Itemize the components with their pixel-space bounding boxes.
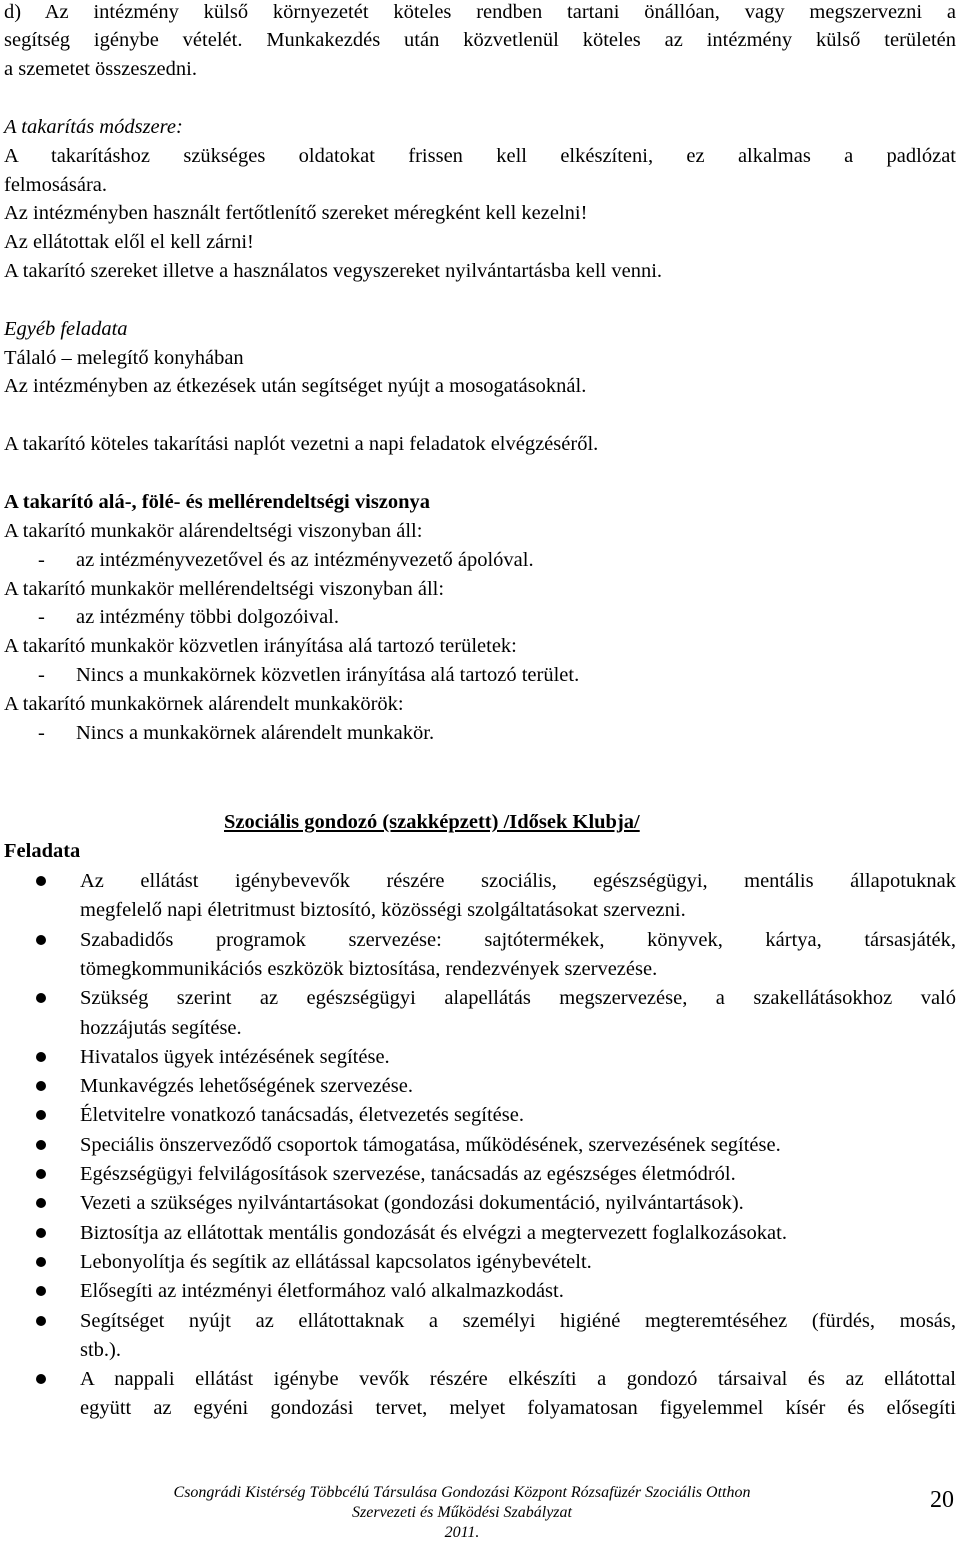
bullet-item: Életvitelre vonatkozó tanácsadás, életvezetés segítése. xyxy=(80,1104,524,1126)
section-heading: Feladata xyxy=(4,840,81,862)
text-line: A takarításhoz szükséges oldatokat frissen kell elkészíteni, ez alkalmas a padlózat xyxy=(4,145,956,167)
bullet-icon xyxy=(36,1286,46,1296)
text-line: Tálaló – melegítő konyhában xyxy=(4,347,244,369)
bullet-item: Szükség szerint az egészségügyi alapellátás megszervezése, a szakellátásokhoz való xyxy=(80,987,956,1009)
bullet-icon xyxy=(36,1110,46,1120)
text-line: Az intézményben használt fertőtlenítő szereket méregként kell kezelni! xyxy=(4,202,588,224)
bullet-item-continuation: megfelelő napi életritmust biztosító, közösségi szolgáltatásokat szervezni. xyxy=(80,899,686,921)
bullet-icon xyxy=(36,1198,46,1208)
text-line: Az ellátottak elől el kell zárni! xyxy=(4,231,254,253)
bullet-item: A nappali ellátást igénybe vevők részére elkészíti a gondozó társaival és az ellátottal xyxy=(80,1368,956,1390)
list-item: Nincs a munkakörnek közvetlen irányítása alá tartozó terület. xyxy=(76,664,580,686)
text-line: a szemetet összeszedni. xyxy=(4,58,197,80)
list-dash: - xyxy=(38,664,45,686)
bullet-icon xyxy=(36,1257,46,1267)
bullet-item-continuation: stb.). xyxy=(80,1339,121,1361)
bullet-item: Speciális önszerveződő csoportok támogatása, működésének, szervezésének segítése. xyxy=(80,1134,781,1156)
bullet-icon xyxy=(36,993,46,1003)
footer-line: Szervezeti és Működési Szabályzat xyxy=(352,1504,572,1521)
footer-line: 2011. xyxy=(444,1524,480,1541)
text-line: d) Az intézmény külső környezetét köteles rendben tartani önállóan, vagy megszervezni a xyxy=(4,1,956,23)
list-dash: - xyxy=(38,606,45,628)
bullet-icon xyxy=(36,1081,46,1091)
text-line: A takarító szereket illetve a használatos vegyszereket nyilvántartásba kell venni. xyxy=(4,260,663,282)
bullet-icon xyxy=(36,1228,46,1238)
bullet-item: Biztosítja az ellátottak mentális gondozását és elvégzi a megtervezett foglalkozásokat. xyxy=(80,1222,787,1244)
bullet-item: Egészségügyi felvilágosítások szervezése, tanácsadás az egészséges életmódról. xyxy=(80,1163,736,1185)
text-line: A takarító köteles takarítási naplót vezetni a napi feladatok elvégzéséről. xyxy=(4,433,599,455)
section-title: Szociális gondozó (szakképzett) /Idősek Klubja/ xyxy=(224,811,640,833)
list-item: Nincs a munkakörnek alárendelt munkakör. xyxy=(76,722,435,744)
list-dash: - xyxy=(38,549,45,571)
bullet-icon xyxy=(36,1140,46,1150)
bullet-icon xyxy=(36,935,46,945)
page-number: 20 xyxy=(930,1487,954,1513)
bullet-item-continuation: hozzájutás segítése. xyxy=(80,1017,242,1039)
list-item: az intézményvezetővel és az intézményvezető ápolóval. xyxy=(76,549,534,571)
bullet-icon xyxy=(36,1374,46,1384)
list-item: az intézmény többi dolgozóival. xyxy=(76,606,340,628)
bullet-item-continuation: tömegkommunikációs eszközök biztosítása, rendezvények szervezése. xyxy=(80,958,658,980)
text-line: A takarító munkakör mellérendeltségi viszonyban áll: xyxy=(4,578,445,600)
text-line: felmosására. xyxy=(4,174,108,196)
text-line: segítség igénybe vételét. Munkakezdés után közvetlenül köteles az intézmény külső területén xyxy=(4,29,956,51)
bullet-item: Lebonyolítja és segítik az ellátással kapcsolatos igénybevételt. xyxy=(80,1251,592,1273)
text-line: A takarító munkakör közvetlen irányítása alá tartozó területek: xyxy=(4,635,517,657)
bullet-item: Elősegíti az intézményi életformához való alkalmazkodást. xyxy=(80,1280,564,1302)
bullet-item: Szabadidős programok szervezése: sajtótermékek, könyvek, kártya, társasjáték, xyxy=(80,929,956,951)
bullet-icon xyxy=(36,1052,46,1062)
footer-line: Csongrádi Kistérség Többcélú Társulása Gondozási Központ Rózsafüzér Szociális Otthon xyxy=(173,1484,751,1501)
bullet-item: Munkavégzés lehetőségének szervezése. xyxy=(80,1075,413,1097)
list-dash: - xyxy=(38,722,45,744)
bullet-item: Segítséget nyújt az ellátottaknak a személyi higiéné megteremtéséhez (fürdés, mosás, xyxy=(80,1310,956,1332)
section-heading: Egyéb feladata xyxy=(4,318,128,340)
bullet-item: Hivatalos ügyek intézésének segítése. xyxy=(80,1046,390,1068)
bullet-item-continuation: együtt az egyéni gondozási tervet, melyet folyamatosan figyelemmel kísér és elősegíti xyxy=(80,1397,956,1419)
text-line: Az intézményben az étkezések után segítséget nyújt a mosogatásoknál. xyxy=(4,375,587,397)
section-heading: A takarítás módszere: xyxy=(4,116,183,138)
text-line: A takarító munkakör alárendeltségi viszonyban áll: xyxy=(4,520,423,542)
bullet-icon xyxy=(36,876,46,886)
text-line: A takarító munkakörnek alárendelt munkakörök: xyxy=(4,693,404,715)
section-heading: A takarító alá-, fölé- és mellérendeltségi viszonya xyxy=(4,491,431,513)
bullet-icon xyxy=(36,1316,46,1326)
bullet-item: Vezeti a szükséges nyilvántartásokat (gondozási dokumentáció, nyilvántartások). xyxy=(80,1192,744,1214)
bullet-icon xyxy=(36,1169,46,1179)
bullet-item: Az ellátást igénybevevők részére szociális, egészségügyi, mentális állapotuknak xyxy=(80,870,956,892)
